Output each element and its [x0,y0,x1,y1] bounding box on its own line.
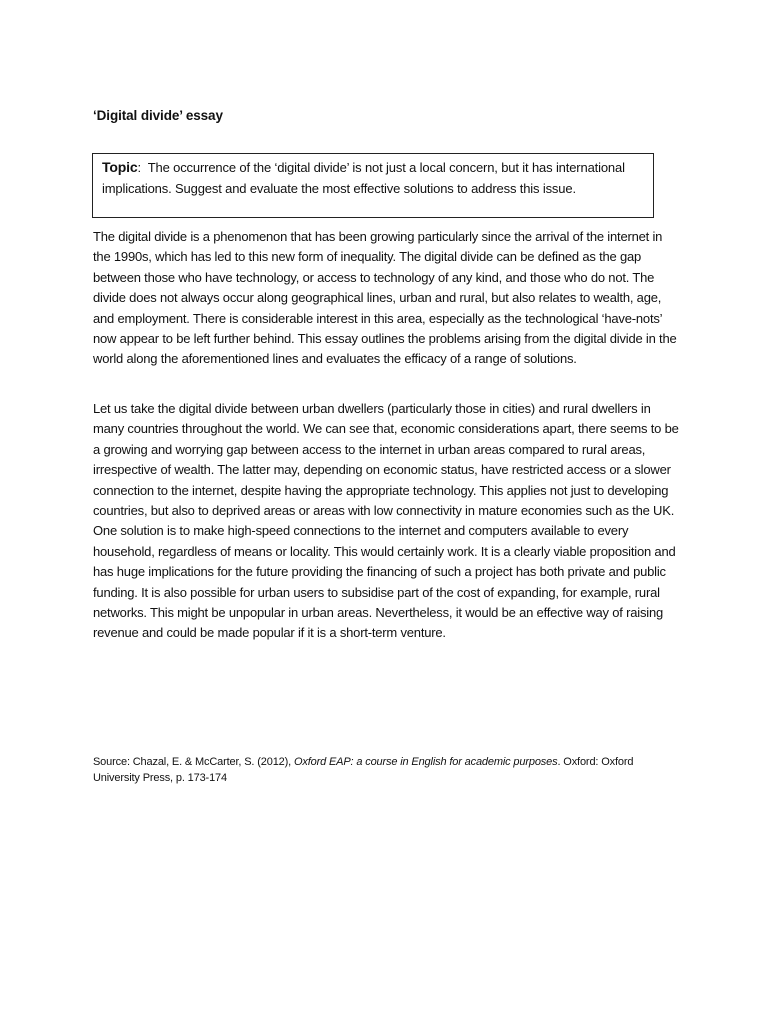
topic-separator: : [137,160,142,175]
source-suffix: . Oxford: Oxford University Press, p. 173-174 [93,756,634,784]
topic-box [92,153,654,218]
essay-title: ‘Digital divide’ essay [93,108,223,123]
source-prefix: Source: Chazal, E. & McCarter, S. (2012), [93,756,292,768]
essay-paragraph-2: Let us take the digital divide between urban dwellers (particularly those in cities) and rural dwellers in many countries throughout the world. We can see that, economic considerations apart, there seems to be a growing and worrying gap between access to the internet in urban areas compared to rural areas, irrespective of wealth. The latter may, depending on economic status, have restricted access or a slower connection to the internet, despite having the appropriate technology. This applies not just to developing countries, but also to deprived areas or areas with low connectivity in mature economies such as the UK. One solution is to make high-speed connections to the internet and computers available to every household, regardless of means or locality. This would certainly work. It is a clearly viable proposition and has huge implications for the future providing the financing of such a project has both private and public funding. It is also possible for urban users to subsidise part of the cost of expanding, for example, rural networks. This might be unpopular in urban areas. Nevertheless, it would be an effective way of raising revenue and could be made popular if it is a short-term venture. [93,401,679,641]
topic-text: The occurrence of the ‘digital divide’ is not just a local concern, but it has international implications. Suggest and evaluate the most effective solutions to address this issue. [102,160,625,196]
topic-label: Topic [102,159,138,175]
essay-paragraph-1: The digital divide is a phenomenon that has been growing particularly since the arrival of the internet in the 1990s, which has led to this new form of inequality. The digital divide can be defined as the gap between those who have technology, or access to technology of any kind, and those who do not. The divide does not always occur along geographical lines, urban and rural, but also relates to wealth, age, and employment. There is considerable interest in this area, especially as the technological ‘have-nots’ now appear to be left further behind. This essay outlines the problems arising from the digital divide in the world along the aforementioned lines and evaluates the efficacy of a range of solutions. [93,229,677,367]
source-book-title: Oxford EAP: a course in English for academic purposes [293,756,558,768]
source-citation [93,755,683,786]
